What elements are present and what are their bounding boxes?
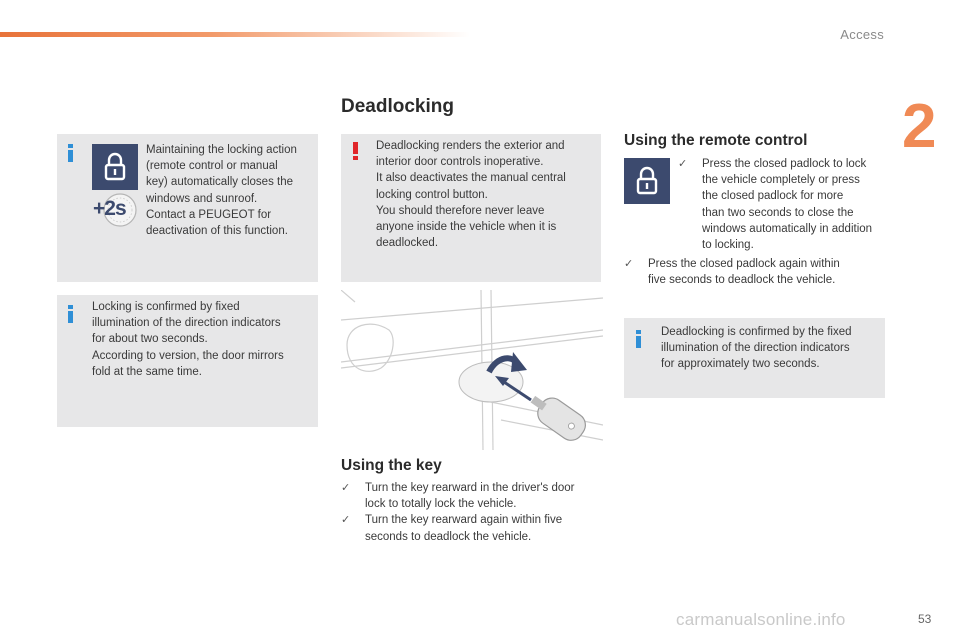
info-box-locking-confirm	[57, 295, 318, 427]
page-number: 53	[918, 612, 932, 626]
info-text-2: Locking is confirmed by fixed illumination of the direction indicators for about two seconds. According to version, the door mirrors fold at the same time.	[92, 301, 284, 378]
warning-text: Deadlocking renders the exterior and interior door controls inoperative. It also deactivates the manual central locking control button. You should therefore never leave anyone inside the vehicle when it is deadlocked.	[376, 140, 566, 250]
key-in-door-illustration	[341, 290, 603, 460]
checkbox-bullet-icon: ✓	[341, 482, 351, 494]
info-box-auto-close	[57, 134, 318, 282]
key-step-1: ✓ Turn the key rearward in the driver's door lock to totally lock the vehicle.	[341, 482, 575, 511]
checkbox-bullet-icon: ✓	[341, 514, 351, 527]
section-label: Access	[840, 27, 884, 42]
key-section-title: Using the key	[341, 457, 442, 474]
checkbox-bullet-icon: ✓	[624, 258, 634, 270]
warning-box-deadlocking	[341, 134, 601, 282]
watermark: carmanualsonline.info	[676, 610, 846, 629]
remote-padlock-icon	[624, 158, 670, 209]
remote-step-2: ✓ Press the closed padlock again within five seconds to deadlock the vehicle.	[624, 258, 840, 287]
key-instructions	[341, 480, 603, 545]
remote-section-title: Using the remote control	[624, 132, 808, 149]
info-box-deadlock-confirm	[624, 318, 885, 398]
chapter-number: 2	[902, 92, 937, 161]
info-text-1: Maintaining the locking action (remote control or manual key) automatically closes the windows and sunroof. Contact a PEUGEOT for deactivation of this function.	[146, 144, 297, 238]
hold-two-seconds-icon	[92, 192, 138, 233]
two-seconds-badge: +2s	[93, 197, 126, 220]
page-title: Deadlocking	[341, 96, 454, 117]
checkbox-bullet-icon: ✓	[678, 158, 688, 170]
info-text-3: Deadlocking is confirmed by the fixed illumination of the direction indicators for approximately two seconds.	[661, 326, 852, 371]
header-accent-bar	[0, 32, 470, 37]
remote-step-1: ✓ Press the closed padlock to lock the vehicle completely or press the closed padlock for more than two seconds to close the windows automatically in addition to locking.	[678, 158, 873, 252]
key-step-2: ✓ Turn the key rearward again within five seconds to deadlock the vehicle.	[341, 514, 563, 543]
closed-padlock-icon	[92, 144, 138, 195]
